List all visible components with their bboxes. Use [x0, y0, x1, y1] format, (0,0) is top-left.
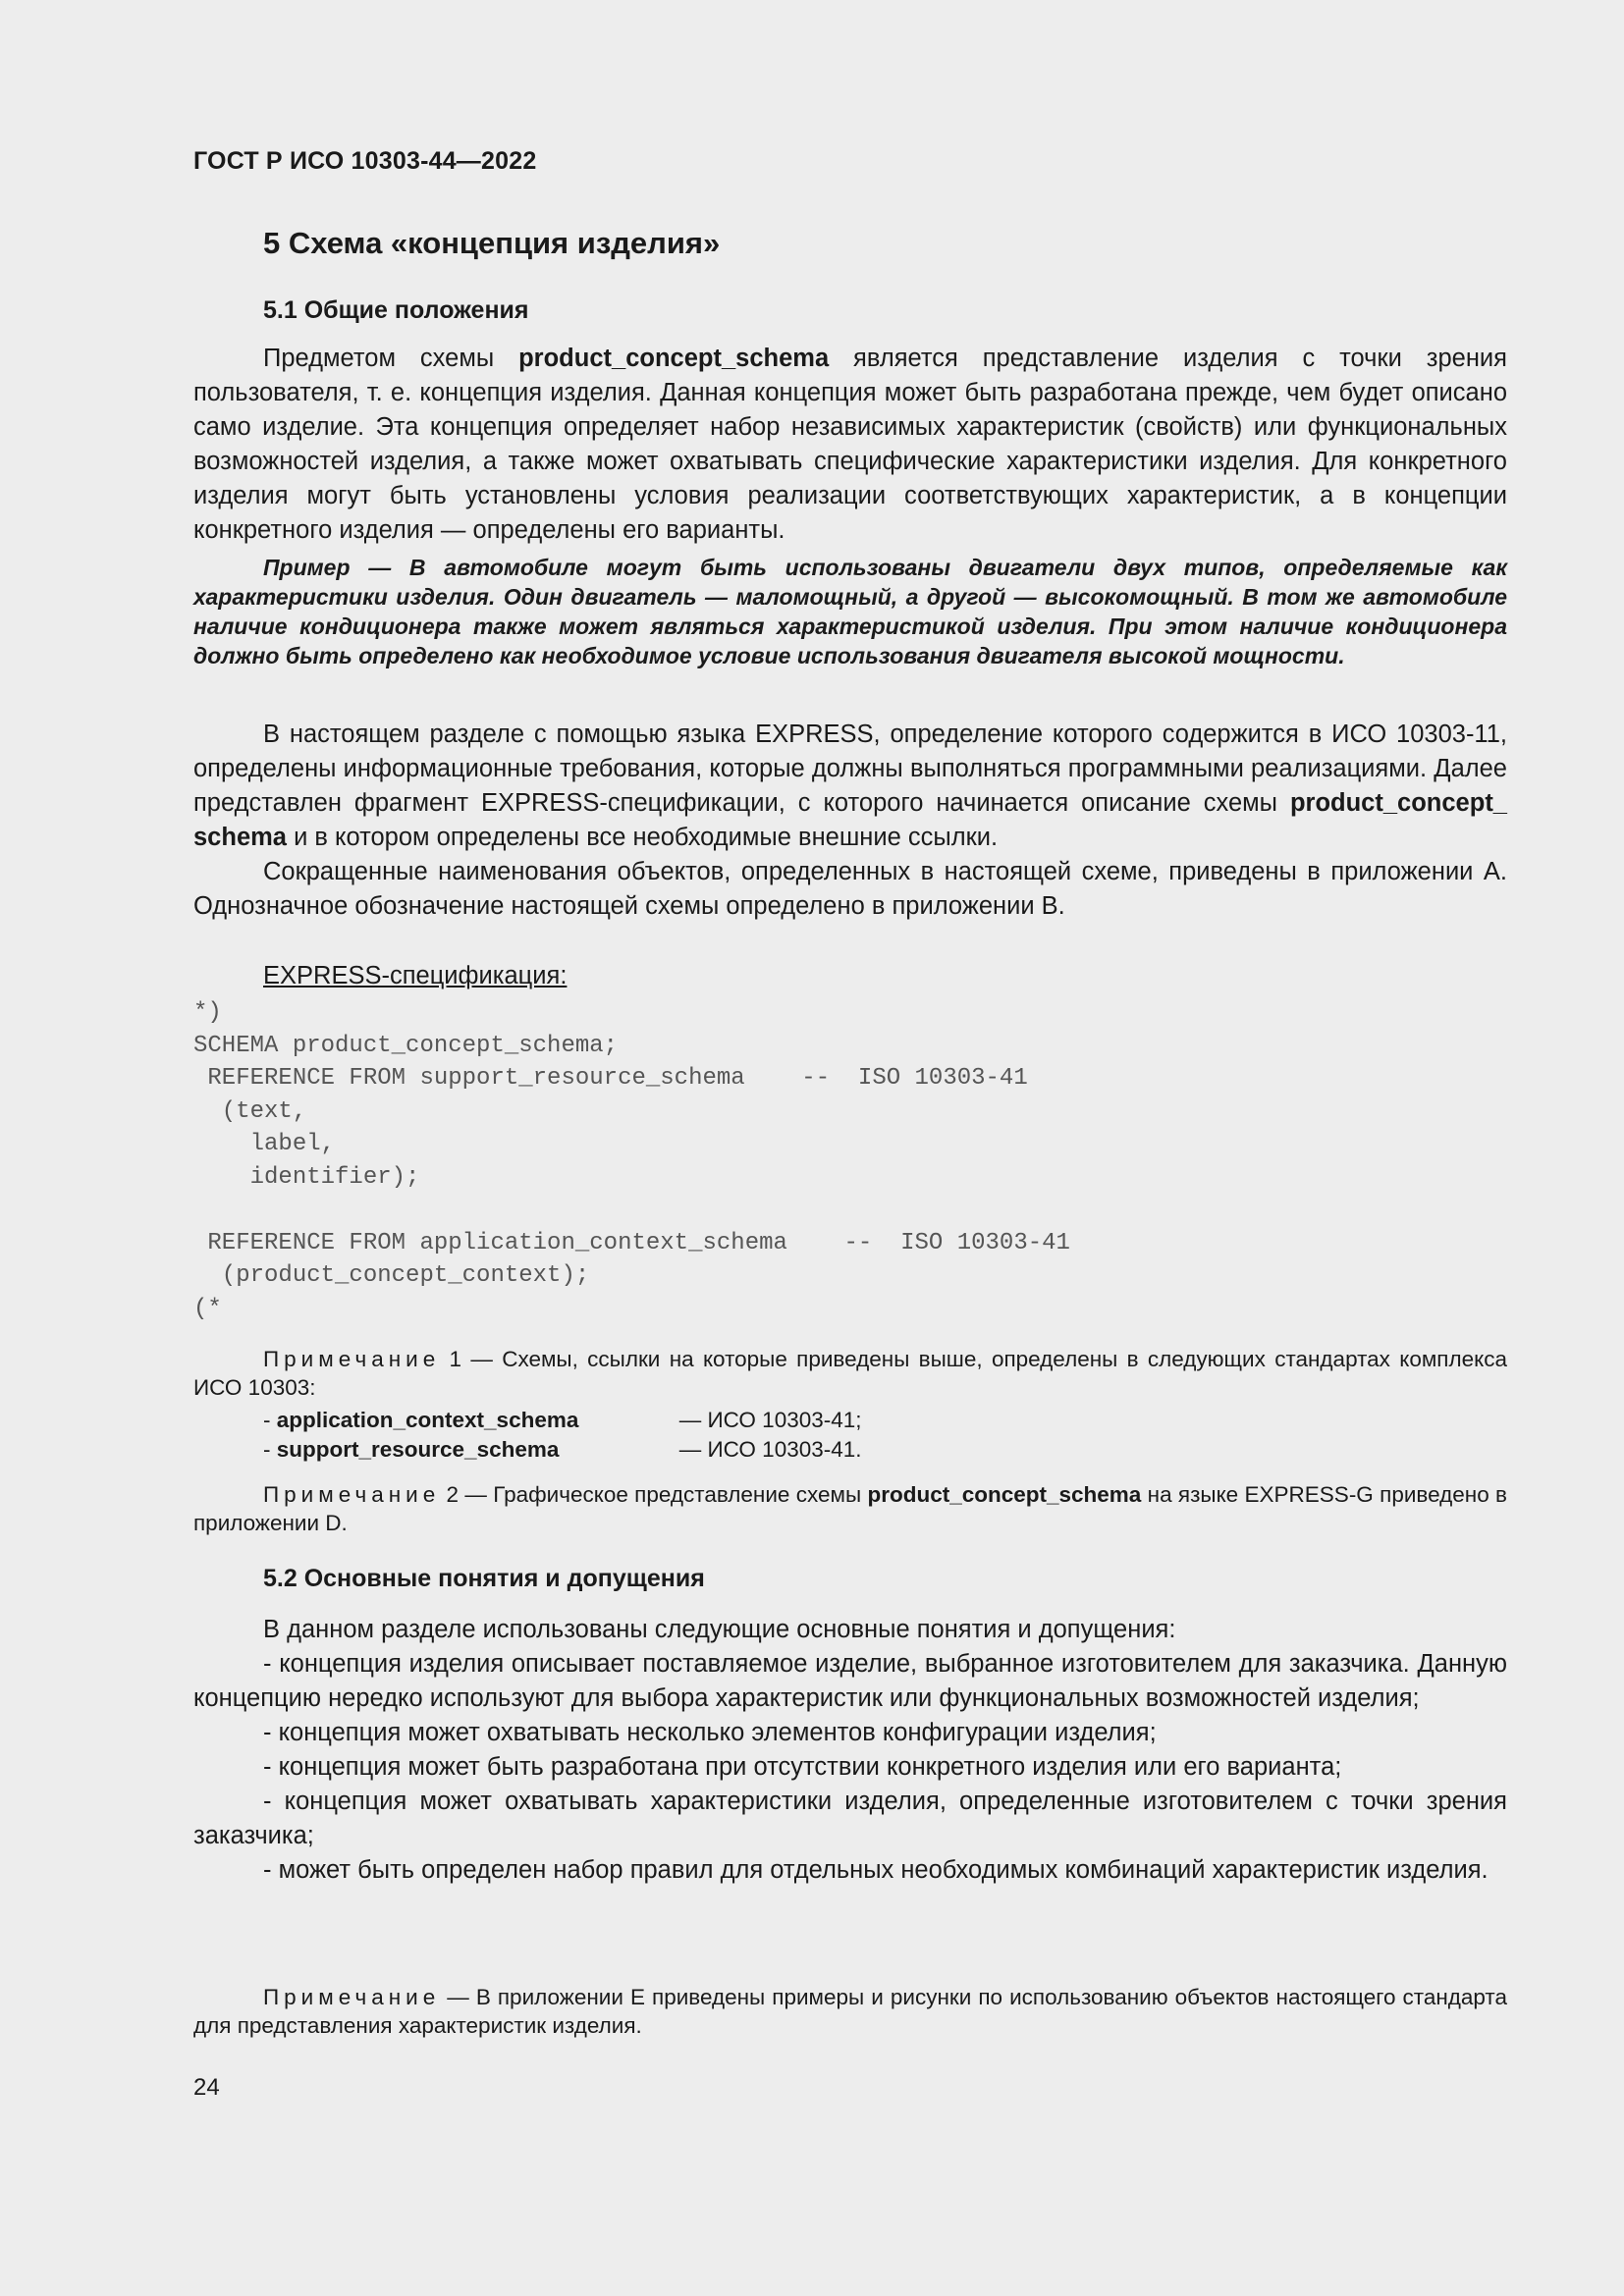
list-item: - концепция может быть разработана при отсутствии конкретного изделия или его варианта; [263, 1753, 1342, 1781]
note-3: Примечание — В приложении Е приведены примеры и рисунки по использованию объектов настоящего стандарта для представления характеристик изделия. [193, 1985, 1507, 2038]
subsection-title-5-1: 5.1 Общие положения [263, 296, 529, 324]
list-item: - концепция может охватывать характеристики изделия, определенные изготовителем с точки зрения заказчика; [193, 1788, 1507, 1849]
note-1: Примечание 1 — Схемы, ссылки на которые приведены выше, определены в следующих стандартах комплекса ИСО 10303: [193, 1347, 1507, 1400]
note-1-item: - support_resource_schema — ИСО 10303-41. [263, 1437, 862, 1462]
concepts-intro: В данном разделе использованы следующие основные понятия и допущения: [263, 1616, 1176, 1643]
paragraph-intro: Предметом схемы product_concept_schema является представление изделия с точки зрения пользователя, т. е. концепция изделия. Данная концепция может быть разработана прежде, чем будет описано само изделие. Эта концепция определяет набор независимых характеристик (свойств) или функциональных возможностей изделия, а также может охватывать специфические характеристики изделия. Для конкретного изделия могут быть установлены условия реализации соответствующих характеристик, а в концепции конкретного изделия — определены его варианты. [193, 345, 1507, 544]
document-header: ГОСТ Р ИСО 10303-44—2022 [193, 147, 537, 175]
paragraph-abbreviations: Сокращенные наименования объектов, определенных в настоящей схеме, приведены в приложении А. Однозначное обозначение настоящей схемы определено в приложении В. [193, 858, 1507, 920]
page-number: 24 [193, 2074, 220, 2101]
concepts-list [193, 1613, 1507, 1888]
express-code-block: *) SCHEMA product_concept_schema; REFERENCE FROM support_resource_schema -- ISO 10303-41 (text, label, identifier); REFERENCE FROM application_context_schema -- ISO 10303-41 (product_concept_context); (* [193, 999, 1070, 1322]
express-spec-label: EXPRESS-спецификация: [263, 962, 568, 989]
subsection-title-5-2: 5.2 Основные понятия и допущения [263, 1565, 705, 1592]
example-paragraph: Пример — В автомобиле могут быть использованы двигатели двух типов, определяемые как характеристики изделия. Один двигатель — маломощный, а другой — высокомощный. В том же автомобиле наличие кондиционера также может являться характеристикой изделия. При этом наличие кондиционера должно быть определено как необходимое условие использования двигателя высокой мощности. [193, 555, 1507, 668]
list-item: - концепция изделия описывает поставляемое изделие, выбранное изготовителем для заказчика. Данную концепцию нередко используют для выбора характеристик или функциональных возможностей изделия; [193, 1650, 1507, 1712]
note-2: Примечание 2 — Графическое представление схемы product_concept_schema на языке EXPRESS-G приведено в приложении D. [193, 1482, 1507, 1535]
paragraph-express: В настоящем разделе с помощью языка EXPRESS, определение которого содержится в ИСО 10303-11, определены информационные требования, которые должны выполняться программными реализациями. Далее представлен фрагмент EXPRESS-спецификации, с которого начинается описание схемы product_concept_ schema и в котором определены все необходимые внешние ссылки. Сокращенные наименования объектов, определенных в настоящей схеме, приведены в приложении А. Однозначное обозначение настоящей схемы определено в приложении В. [193, 718, 1507, 924]
list-item: - может быть определен набор правил для отдельных необходимых комбинаций характеристик изделия. [263, 1856, 1489, 1884]
note-1-item: - application_context_schema — ИСО 10303-41; [263, 1408, 862, 1432]
section-title: 5 Схема «концепция изделия» [263, 226, 721, 260]
list-item: - концепция может охватывать несколько элементов конфигурации изделия; [263, 1719, 1157, 1746]
